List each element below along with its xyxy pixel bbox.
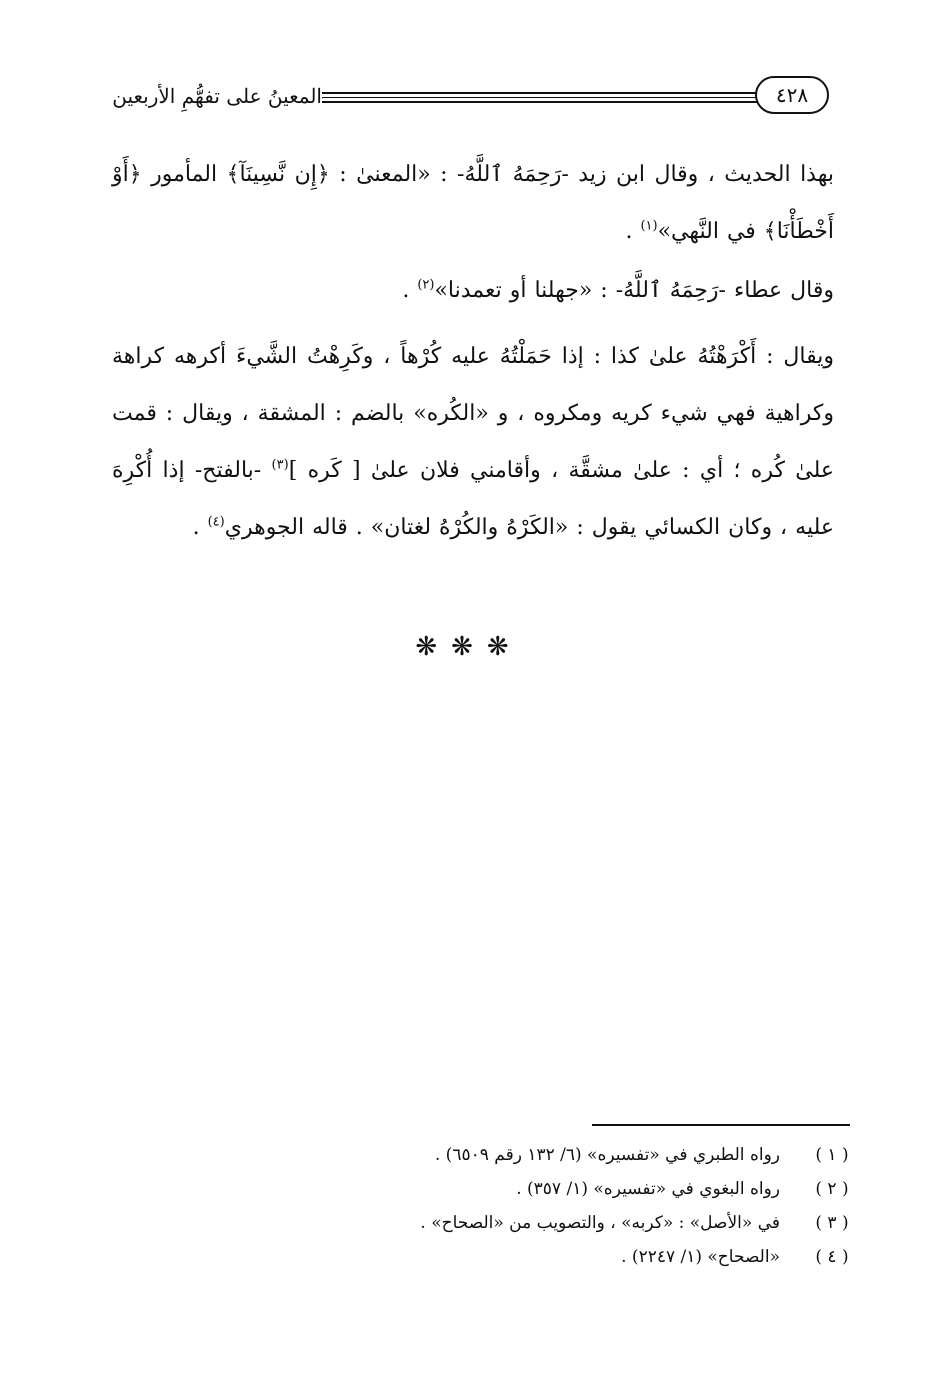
page-number: ٤٢٨ — [755, 76, 829, 114]
footnote-ref: (٢) — [417, 277, 435, 293]
footnote — [300, 1206, 852, 1240]
footnote — [300, 1240, 852, 1274]
footnote-number: ( ٤ ) — [815, 1247, 849, 1267]
header-rule — [322, 92, 762, 94]
paragraph-definition — [112, 328, 834, 556]
footnote — [300, 1172, 852, 1206]
paragraph-ibn-zayd — [112, 146, 834, 260]
paragraph-text: -بالفتح- إذا أُكْرِهَ عليه ، وكان الكسائي يقول : «الكَرْهُ والكُرْهُ لغتان» . قاله الجوهري — [112, 458, 834, 540]
footnote-rule — [592, 1124, 850, 1126]
footnote-number: ( ٣ ) — [815, 1213, 849, 1233]
footnote-ref: (١) — [640, 218, 658, 234]
footnote-number: ( ٢ ) — [815, 1179, 849, 1199]
footnote-text: رواه الطبري في «تفسيره» (٦/ ١٣٢ رقم ٦٥٠٩) . — [434, 1145, 780, 1165]
paragraph-text: ويقال : أَكْرَهْتُهُ علىٰ كذا : إذا حَمَلْتُهُ عليه كُرْهاً ، وكَرِهْتُ الشَّيءَ أكرهه كراهة وكراهية فهي شيء كريه ومكروه ، و «الكُره» بالضم : المشقة ، ويقال : قمت علىٰ كُره ؛ أي : علىٰ مشقَّة ، وأقامني فلان علىٰ [ كَره ] — [112, 344, 834, 483]
running-title: المعينُ على تفهُّمِ الأربعين — [112, 84, 322, 108]
paragraph-end: . — [625, 219, 641, 244]
paragraph-end: . — [192, 515, 208, 540]
footnote-ref: (٣) — [271, 457, 289, 473]
header-rule — [322, 97, 762, 98]
footnote-number: ( ١ ) — [815, 1145, 849, 1165]
footnote-text: في «الأصل» : «كربه» ، والتصويب من «الصحاح» . — [420, 1213, 780, 1233]
paragraph-text: وقال عطاء -رَحِمَهُ ٱللَّهُ- : «جهلنا أو تعمدنا» — [434, 278, 834, 303]
paragraph-ata — [112, 262, 834, 319]
footnote — [300, 1138, 852, 1172]
footnote-text: «الصحاح» (١/ ٢٢٤٧) . — [621, 1247, 780, 1267]
section-separator: ❋❋❋ — [415, 632, 523, 662]
paragraph-text: بهذا الحديث ، وقال ابن زيد -رَحِمَهُ ٱللَّهُ- : «المعنىٰ : ﴿إِن نَّسِينَآ﴾ المأمور ﴿أَوْ أَخْطَأْنَا﴾ في النَّهي» — [112, 162, 834, 244]
footnote-text: رواه البغوي في «تفسيره» (١/ ٣٥٧) . — [516, 1179, 780, 1199]
footnotes — [300, 1138, 852, 1274]
header-rule — [322, 101, 762, 103]
footnote-ref: (٤) — [207, 514, 225, 530]
paragraph-end: . — [402, 278, 418, 303]
